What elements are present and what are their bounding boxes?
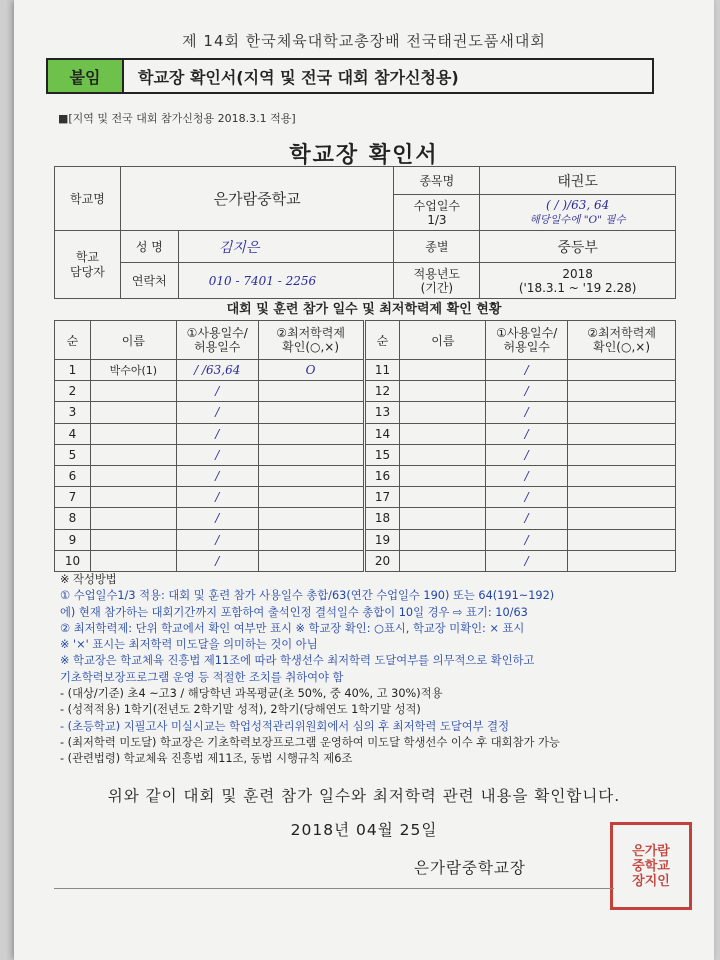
row-number: 1	[55, 360, 91, 381]
row-name	[400, 487, 486, 508]
row-number: 19	[364, 529, 400, 550]
document-title: 학교장 확인서	[289, 143, 439, 168]
row-name	[400, 465, 486, 486]
division-label: 종별	[394, 231, 480, 263]
school-label: 학교명	[55, 167, 121, 231]
instruction-line: ※ 작성방법	[60, 573, 117, 586]
row-check	[568, 529, 676, 550]
row-name	[90, 550, 176, 571]
row-days: /	[486, 360, 568, 381]
header-days: ①사용일수/ 허용일수	[486, 321, 568, 360]
instruction-line: ※ '×' 표시는 최저학력 미도달을 의미하는 것이 아님	[60, 638, 318, 652]
header-name: 이름	[400, 321, 486, 360]
phone-value: 010 - 7401 - 2256	[178, 263, 394, 299]
row-check	[258, 529, 364, 550]
row-name	[90, 381, 176, 402]
row-name	[400, 423, 486, 444]
row-name	[90, 402, 176, 423]
row-days: /	[486, 465, 568, 486]
period-value: ('18.3.1 ~ '19 2.28)	[518, 280, 637, 295]
year-value: 2018	[562, 266, 593, 281]
attachment-label: 붙임	[48, 60, 124, 92]
table-row	[55, 444, 676, 465]
principal-name: 은가람중학교장	[414, 859, 526, 877]
table-row	[55, 402, 676, 423]
instruction-line: - (최저학력 미도달) 학교장은 기초학력보장프로그램 운영하여 미도달 학생선수 이수 후 대회참가 가능	[60, 735, 560, 749]
row-check	[568, 487, 676, 508]
document-page	[14, 0, 714, 960]
instruction-line: - (초등학교) 지필고사 미실시교는 학업성적관리위원회에서 심의 후 최저학력 도달여부 결정	[60, 719, 509, 733]
name-label: 성 명	[120, 231, 178, 263]
row-days: /	[486, 444, 568, 465]
row-name	[400, 529, 486, 550]
row-number: 10	[55, 550, 91, 571]
table-row	[55, 508, 676, 529]
confirm-statement: 위와 같이 대회 및 훈련 참가 일수와 최저학력 관련 내용을 확인합니다.	[107, 787, 621, 805]
contact-label: 학교 담당자	[55, 231, 121, 299]
row-days: /	[176, 444, 258, 465]
row-days: /	[486, 381, 568, 402]
instruction-line: - (대상/기준) 초4 ~고3 / 해당학년 과목평균(초 50%, 중 40%, 고 30%)적용	[60, 687, 443, 701]
row-days: /	[486, 529, 568, 550]
row-days: /	[176, 402, 258, 423]
row-name	[400, 444, 486, 465]
row-number: 18	[364, 508, 400, 529]
row-number: 13	[364, 402, 400, 423]
instruction-line: - (관련법령) 학교체육 진흥법 제11조, 동법 시행규칙 제6조	[60, 752, 353, 766]
row-days: /	[176, 423, 258, 444]
sport-label: 종목명	[394, 167, 480, 195]
row-days: /	[176, 487, 258, 508]
row-number: 15	[364, 444, 400, 465]
form-header-box	[46, 58, 654, 94]
row-name	[400, 508, 486, 529]
row-check	[568, 402, 676, 423]
row-number: 3	[55, 402, 91, 423]
row-check	[568, 550, 676, 571]
header-days: ①사용일수/ 허용일수	[176, 321, 258, 360]
table-row	[55, 529, 676, 550]
row-number: 17	[364, 487, 400, 508]
row-name	[400, 381, 486, 402]
row-name	[90, 508, 176, 529]
row-number: 14	[364, 423, 400, 444]
row-check: O	[258, 360, 364, 381]
row-days: /	[176, 550, 258, 571]
row-days: /	[486, 423, 568, 444]
form-title: 학교장 확인서(지역 및 전국 대회 참가신청용)	[138, 67, 459, 87]
divider	[54, 888, 614, 889]
row-check	[568, 508, 676, 529]
row-check	[258, 508, 364, 529]
row-number: 6	[55, 465, 91, 486]
row-name: 박수아(1)	[90, 360, 176, 381]
instruction-line: 에) 현재 참가하는 대회기간까지 포함하여 출석인정 결석일수 총합이 10일 경우 ⇨ 표기: 10/63	[60, 605, 528, 619]
days-table	[54, 320, 676, 572]
days-hint: 해당일수에 "O" 필수	[529, 214, 626, 226]
row-name	[90, 529, 176, 550]
year-label: 적용년도 (기간)	[394, 263, 480, 299]
row-days: /	[176, 508, 258, 529]
row-number: 12	[364, 381, 400, 402]
days-value: ( / )/63, 64	[546, 198, 610, 212]
row-check	[258, 487, 364, 508]
days-table-title: 대회 및 훈련 참가 일수 및 최저학력제 확인 현황	[226, 302, 502, 317]
row-check	[258, 465, 364, 486]
row-check	[258, 423, 364, 444]
row-number: 9	[55, 529, 91, 550]
days-label: 수업일수 1/3	[394, 195, 480, 231]
row-number: 20	[364, 550, 400, 571]
row-check	[258, 550, 364, 571]
row-check	[568, 444, 676, 465]
phone-label: 연락처	[120, 263, 178, 299]
row-days: / /63,64	[176, 360, 258, 381]
row-name	[90, 487, 176, 508]
table-row	[55, 360, 676, 381]
instructions	[60, 572, 700, 768]
table-row	[55, 381, 676, 402]
row-number: 8	[55, 508, 91, 529]
days-table-header	[55, 321, 676, 360]
row-days: /	[486, 487, 568, 508]
row-name	[90, 423, 176, 444]
row-check	[568, 381, 676, 402]
row-check	[258, 402, 364, 423]
row-number: 4	[55, 423, 91, 444]
row-check	[568, 423, 676, 444]
header-check: ②최저학력제 확인(○,×)	[568, 321, 676, 360]
event-title: 제 14회 한국체육대학교총장배 전국태권도품새대회	[182, 32, 546, 50]
instruction-line: ② 최저학력제: 단위 학교에서 확인 여부만 표시 ※ 학교장 확인: ○표시, 학교장 미확인: × 표시	[60, 621, 525, 635]
row-number: 5	[55, 444, 91, 465]
form-note: ■[지역 및 전국 대회 참가신청용 2018.3.1 적용]	[58, 112, 296, 125]
row-name	[400, 402, 486, 423]
confirm-date: 2018년 04월 25일	[290, 821, 438, 839]
row-number: 16	[364, 465, 400, 486]
table-row	[55, 487, 676, 508]
instruction-line: - (성적적용) 1학기(전년도 2학기말 성적), 2학기(당해연도 1학기말 성적)	[60, 703, 421, 717]
row-number: 2	[55, 381, 91, 402]
division-value: 중등부	[480, 231, 676, 263]
row-check	[258, 381, 364, 402]
year-cell	[480, 263, 676, 299]
row-name	[90, 444, 176, 465]
school-name: 은가람중학교	[120, 167, 394, 231]
school-info-table	[54, 166, 676, 299]
contact-name: 김지은	[178, 231, 394, 263]
row-number: 11	[364, 360, 400, 381]
header-name: 이름	[90, 321, 176, 360]
row-days: /	[486, 508, 568, 529]
row-check	[258, 444, 364, 465]
row-days: /	[176, 381, 258, 402]
row-check	[568, 465, 676, 486]
instruction-line: ※ 학교장은 학교체육 진흥법 제11조에 따라 학생선수 최저학력 도달여부를 의무적으로 확인하고	[60, 654, 535, 668]
instruction-line: 기초학력보장프로그램 운영 등 적절한 조치를 취하여야 함	[60, 670, 344, 684]
table-row	[55, 423, 676, 444]
header-check: ②최저학력제 확인(○,×)	[258, 321, 364, 360]
row-name	[400, 550, 486, 571]
row-name	[400, 360, 486, 381]
row-days: /	[176, 529, 258, 550]
row-number: 7	[55, 487, 91, 508]
row-days: /	[176, 465, 258, 486]
principal-seal: 은가람 중학교 장지인	[610, 822, 692, 910]
row-days: /	[486, 550, 568, 571]
instruction-line: ① 수업일수1/3 적용: 대회 및 훈련 참가 사용일수 총합/63(연간 수업일수 190) 또는 64(191~192)	[60, 589, 555, 603]
row-days: /	[486, 402, 568, 423]
table-row	[55, 550, 676, 571]
header-no: 순	[55, 321, 91, 360]
sport-value: 태권도	[480, 167, 676, 195]
row-check	[568, 360, 676, 381]
table-row	[55, 465, 676, 486]
row-name	[90, 465, 176, 486]
header-no: 순	[364, 321, 400, 360]
days-cell	[480, 195, 676, 231]
